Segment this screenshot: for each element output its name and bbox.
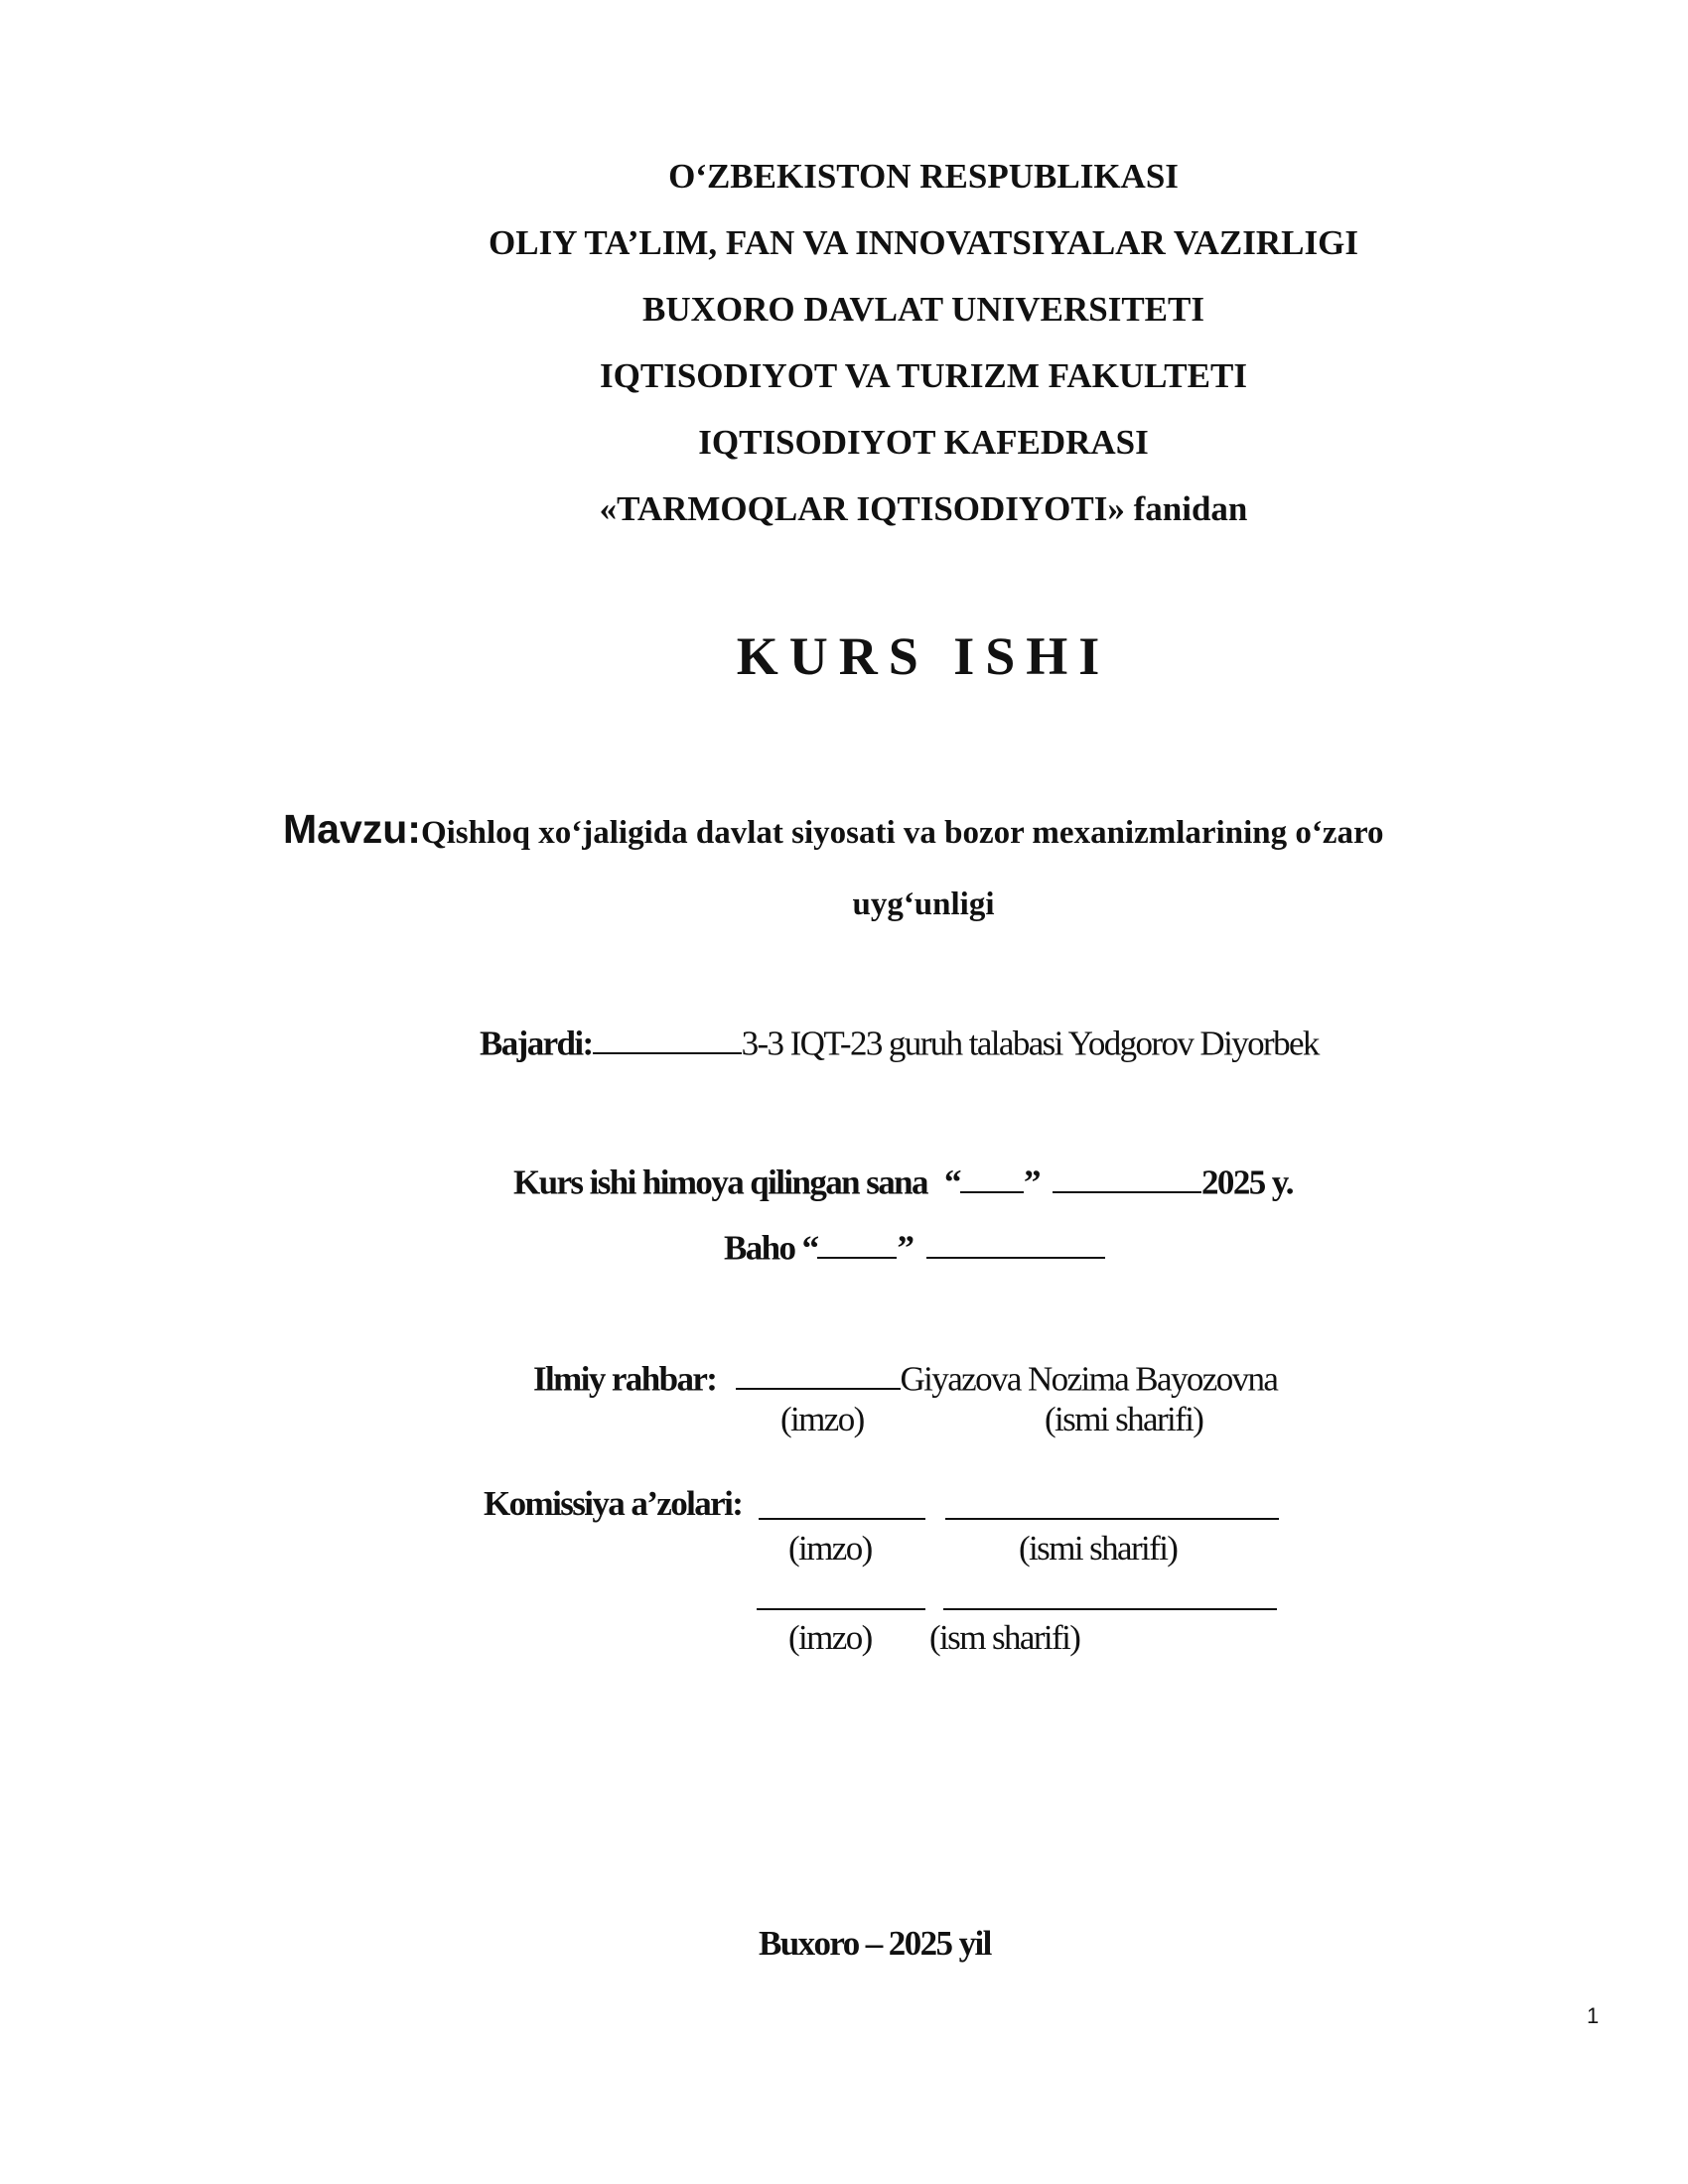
- header-ministry: OLIY TA’LIM, FAN VA INNOVATSIYALAR VAZIRLIGI: [489, 223, 1358, 262]
- place-year: Buxoro – 2025 yil: [759, 1924, 991, 1963]
- grade-open-quote: “: [801, 1228, 818, 1268]
- commission-name-caption-1: (ismi sharifi): [1019, 1529, 1178, 1568]
- day-blank: [960, 1159, 1024, 1193]
- supervisor-sign-caption: (imzo): [780, 1400, 864, 1438]
- month-blank: [1053, 1159, 1201, 1193]
- topic-text-1: Qishloq xo‘jaligida davlat siyosati va bozor mexanizmlarining o‘zaro: [420, 815, 1384, 851]
- defense-close-quote: ”: [1023, 1162, 1040, 1202]
- signature-blank: [593, 1020, 742, 1054]
- document-title: KURS ISHI: [736, 626, 1111, 686]
- commission-sign-caption-1: (imzo): [788, 1529, 872, 1568]
- commission-line: [484, 1484, 742, 1524]
- performed-label: Bajardi:: [480, 1024, 593, 1063]
- grade-words-blank: [926, 1224, 1105, 1259]
- defense-open-quote: “: [944, 1162, 960, 1202]
- commission-label: Komissiya a’zolari:: [484, 1484, 743, 1523]
- defense-date-line: [513, 1159, 1293, 1202]
- supervisor-name-caption: (ismi sharifi): [1045, 1400, 1203, 1438]
- header-faculty: IQTISODIYOT VA TURIZM FAKULTETI: [600, 356, 1247, 395]
- commission-name-rule-2: [943, 1608, 1277, 1610]
- header-country: O‘ZBEKISTON RESPUBLIKASI: [668, 157, 1179, 196]
- defense-year: 2025 y.: [1201, 1162, 1293, 1202]
- grade-close-quote: ”: [897, 1228, 914, 1268]
- supervisor-signature-blank: [736, 1355, 901, 1390]
- topic-line-1: [283, 806, 1384, 853]
- header-department: IQTISODIYOT KAFEDRASI: [698, 423, 1149, 462]
- page-number: 1: [1587, 2003, 1600, 2028]
- grade-line: [724, 1224, 1105, 1268]
- supervisor-line: [533, 1355, 1277, 1399]
- header-subject: «TARMOQLAR IQTISODIYOTI» fanidan: [599, 489, 1248, 528]
- supervisor-name: Giyazova Nozima Bayozovna: [900, 1359, 1278, 1399]
- commission-name-caption-2: (ism sharifi): [929, 1618, 1080, 1657]
- grade-label: Baho: [724, 1228, 795, 1268]
- topic-text-2: uyg‘unligi: [852, 887, 995, 922]
- performed-line: [480, 1020, 1319, 1063]
- commission-sign-rule-2: [757, 1608, 925, 1610]
- commission-sign-rule-1: [759, 1518, 925, 1520]
- commission-name-rule-1: [945, 1518, 1279, 1520]
- performed-value: 3-3 IQT-23 guruh talabasi Yodgorov Diyorbek: [741, 1024, 1319, 1063]
- commission-sign-caption-2: (imzo): [788, 1618, 872, 1657]
- header-university: BUXORO DAVLAT UNIVERSITETI: [642, 290, 1204, 329]
- grade-blank: [817, 1224, 897, 1259]
- defense-label: Kurs ishi himoya qilingan sana: [513, 1162, 927, 1202]
- supervisor-label: Ilmiy rahbar:: [533, 1359, 717, 1399]
- topic-label: Mavzu:: [283, 806, 421, 852]
